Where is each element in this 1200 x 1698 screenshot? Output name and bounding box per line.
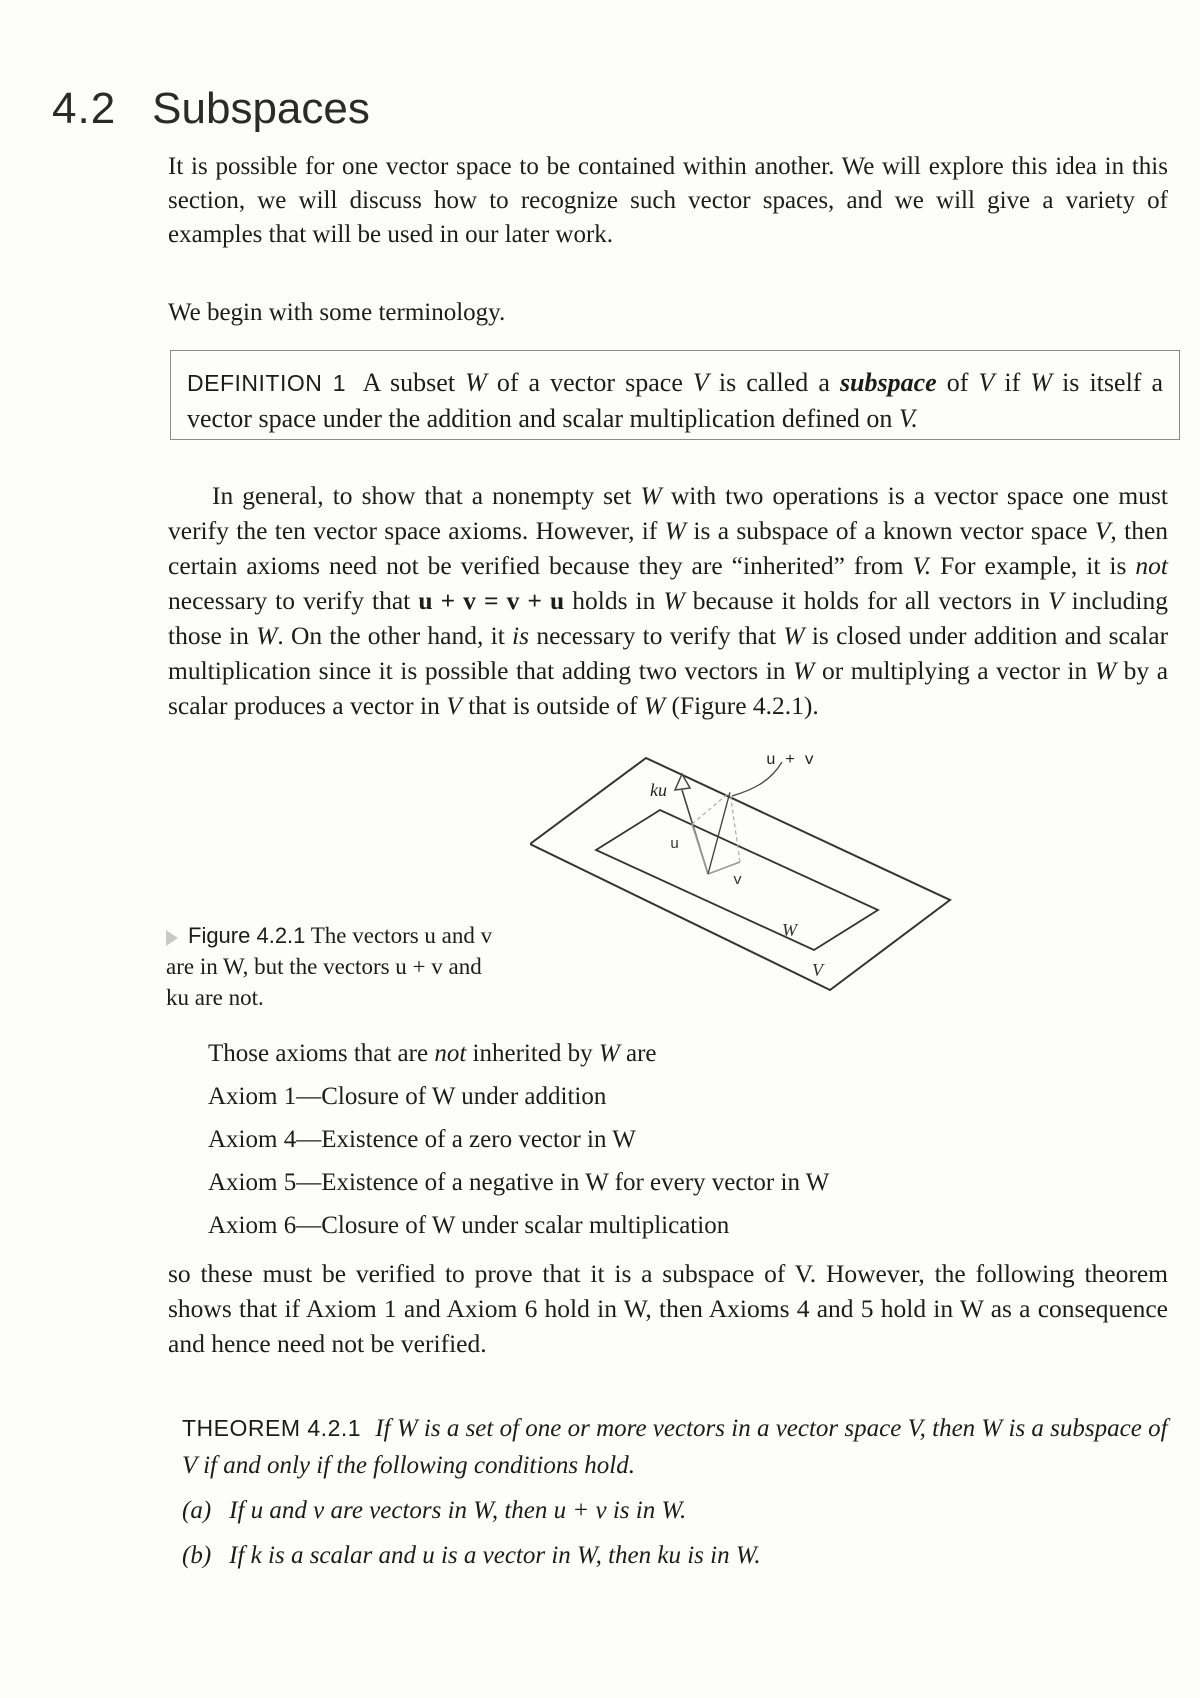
definition-symbol: W — [465, 368, 487, 397]
parallelogram-edge — [692, 792, 730, 824]
conclusion-paragraph — [168, 1256, 1168, 1361]
main-paragraph — [168, 478, 1168, 723]
label-W: W — [782, 920, 797, 940]
axiom-item: Axiom 5—Existence of a negative in W for every vector in W — [208, 1169, 830, 1196]
definition-text: if — [1004, 368, 1021, 397]
definition-label: DEFINITION 1 — [187, 370, 347, 396]
label-ku: ku — [650, 780, 667, 800]
theorem-statement: If W is a set of one or more vectors in a vector space V, then W is a subspace of V if and only if the following conditions hold. — [182, 1415, 1168, 1479]
axiom-item: Axiom 6—Closure of W under scalar multiplication — [208, 1212, 730, 1239]
axiom-item: Axiom 1—Closure of W under addition — [208, 1083, 607, 1110]
condition-text: If k is a scalar and u is a vector in W, then ku is in W. — [229, 1542, 761, 1569]
axiom-intro: Those axioms that are not inherited by W are — [208, 1040, 657, 1067]
section-number: 4.2 — [52, 84, 117, 133]
figure-caption-text: The vectors u and v are in W, but the vectors u + v and ku are not. — [166, 923, 493, 1010]
figure-caption-label: Figure 4.2.1 — [188, 923, 306, 948]
commutativity-equation: u + v = v + u — [418, 586, 565, 615]
caption-marker-icon — [166, 930, 178, 946]
terminology-paragraph — [168, 296, 1168, 330]
label-u: u — [670, 836, 680, 853]
definition-text: is called a — [718, 368, 830, 397]
label-V: V — [812, 960, 823, 980]
definition-box — [170, 350, 1180, 440]
definition-text: of a vector space — [496, 368, 683, 397]
section-title: Subspaces — [152, 84, 370, 133]
label-u-plus-v: u + v — [766, 752, 815, 769]
definition-text: A subset — [362, 368, 456, 397]
theorem-block — [182, 1410, 1172, 1574]
conclusion-text: so these must be verified to prove that it is a subspace of V. However, the following theorem shows that if Axiom 1 and Axiom 6 hold in W, then Axioms 4 and 5 hold in W as a consequence and hence need not be verified. — [168, 1259, 1168, 1358]
label-v: v — [733, 872, 743, 889]
theorem-condition — [182, 1492, 1172, 1529]
parallelogram-edge — [730, 792, 740, 862]
terminology-text: We begin with some terminology. — [168, 299, 506, 326]
section-heading — [52, 84, 370, 134]
definition-text: is itself a vector space under the addition and scalar multiplication defined on — [187, 368, 1164, 433]
condition-label: (b) — [182, 1542, 212, 1569]
condition-label: (a) — [182, 1497, 212, 1524]
definition-text: of — [946, 368, 969, 397]
definition-symbol: V — [978, 368, 995, 397]
figure-caption — [166, 920, 506, 1013]
figure-4-2-1 — [530, 752, 960, 1007]
intro-text: It is possible for one vector space to be contained within another. We will explore this idea in this section, we will discuss how to recognize such vector spaces, and we will give a variety of examples that will be used in our later work. — [168, 153, 1168, 248]
definition-symbol: V. — [898, 404, 918, 433]
theorem-condition — [182, 1537, 1172, 1574]
subspace-diagram — [530, 752, 960, 1002]
definition-term: subspace — [839, 368, 937, 397]
axiom-item: Axiom 4—Existence of a zero vector in W — [208, 1126, 636, 1153]
axiom-list — [208, 1032, 829, 1247]
definition-symbol: W — [1030, 368, 1053, 397]
definition-symbol: V — [692, 368, 709, 397]
condition-text: If u and v are vectors in W, then u + v is in W. — [229, 1497, 687, 1524]
main-text: In general, to show that a nonempty set W with two operations is a vector space one must verify the ten vector space axioms. However, if W is a subspace of a known vector space V, then certain axioms need not be verified because they are “inherited” from V. For example, it is not necessary to verify that u + v = v + u holds in W because it holds for all vectors in V including those in W. On the other hand, it is necessary to verify that W is closed under addition and scalar multiplication since it is possible that adding two vectors in W or multiplying a vector in W by a scalar produces a vector in V that is outside of W (Figure 4.2.1). — [168, 481, 1169, 720]
intro-paragraph — [168, 150, 1168, 252]
theorem-label: THEOREM 4.2.1 — [182, 1415, 362, 1441]
